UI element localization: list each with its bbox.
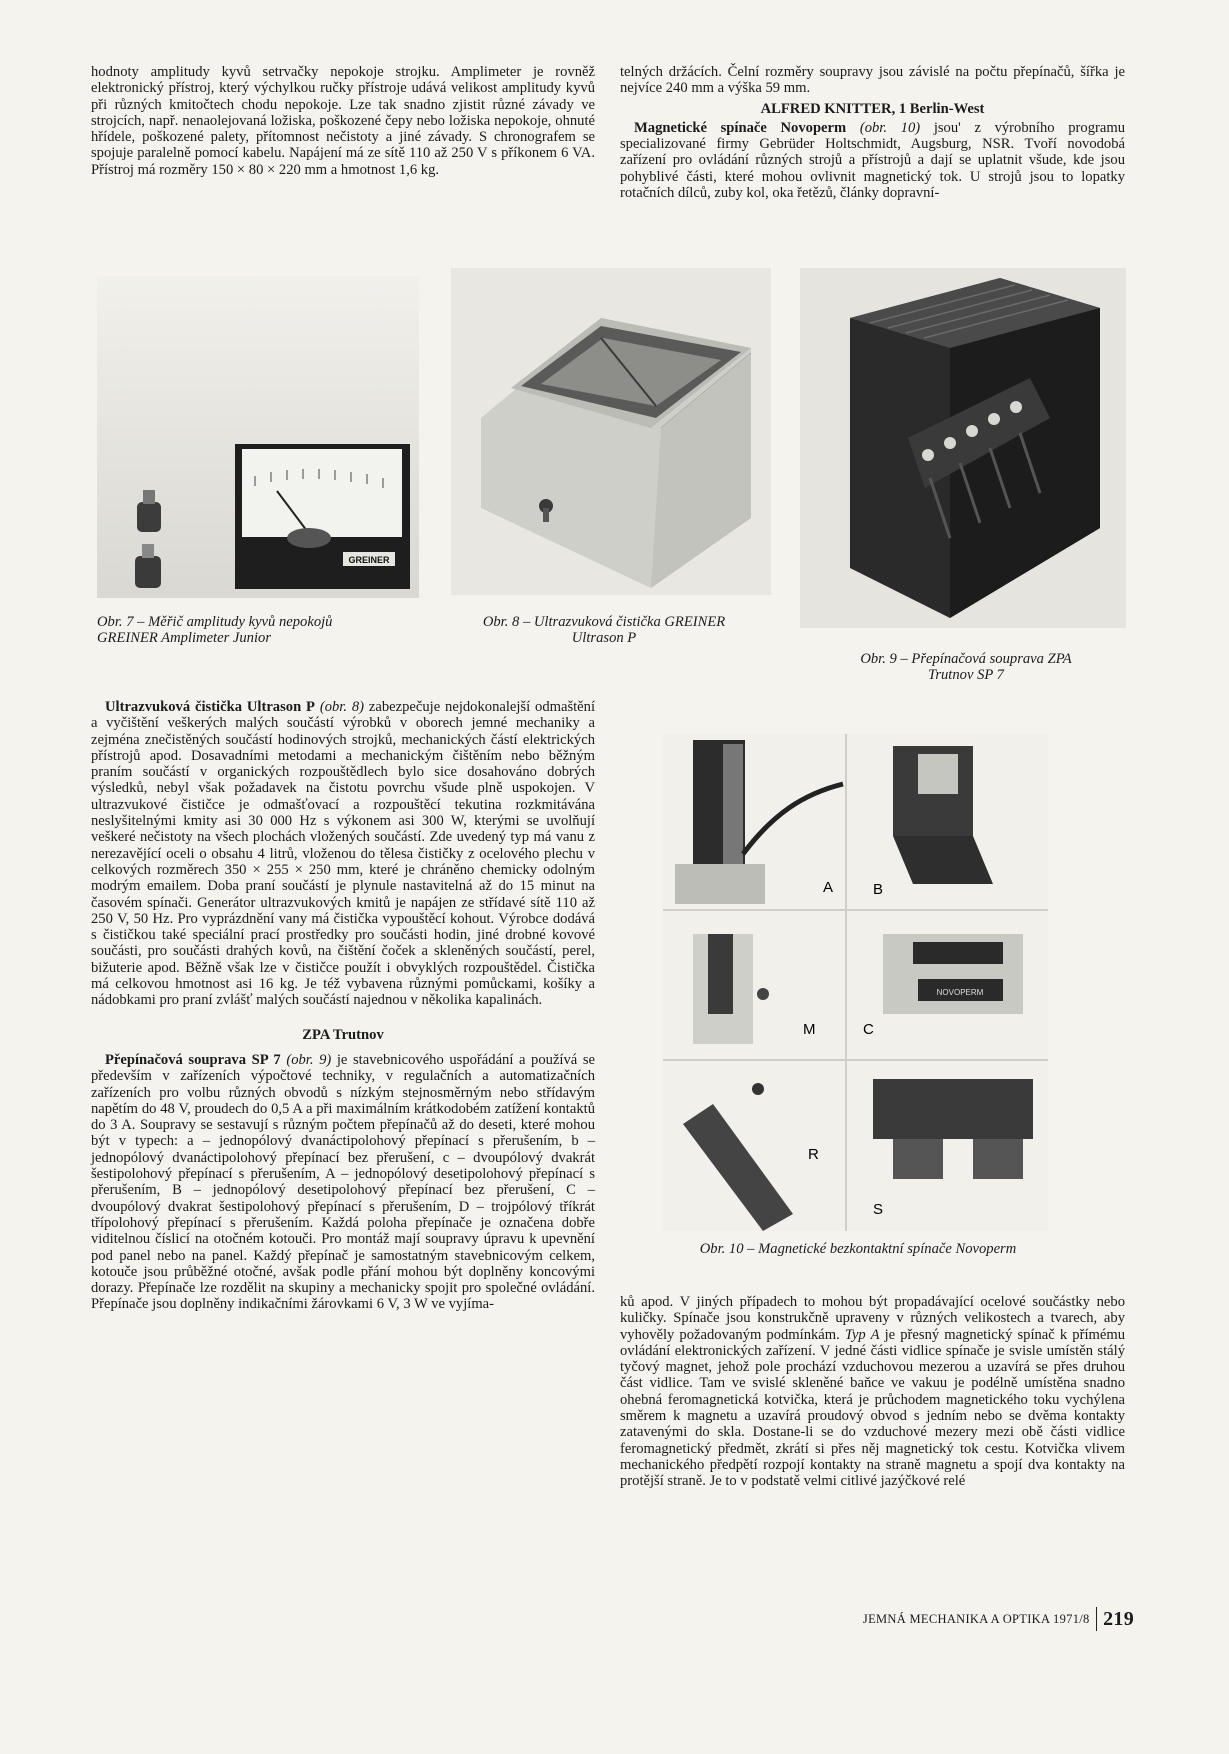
page-footer xyxy=(863,1607,1134,1631)
figure-ref-8: (obr. 8) xyxy=(319,699,365,715)
greiner-label: GREINER xyxy=(348,555,390,565)
footer-divider xyxy=(1096,1607,1098,1631)
ultrasonic-cleaner-illustration xyxy=(451,268,771,595)
ultrason-text: zabezpečuje nejdokonalejší odmaštění a vyčištění veškerých malých součástí výrobků v oborech jemné mechaniky a zejména znečistěných součástí hodinových strojků, mechanických částí elektrických přístrojů apod. Dosavadními metodami a mechanickým čištěním nebo běžným praním součástí v organických rozpouštědlech bylo sice dosahováno dobrých výsledků, nebyl však požadavek na čistotu povrchu všude plně uspokojen. V ultrazvukové čističce je odmašťovací a rozpouštěcí tekutina rozkmitávána neslyšitelnými kmity asi 30 000 Hz s výkonem asi 300 W, kterými se uvolňují veškeré nečistoty na všech plochách vložených součástí. Zde uvedený typ má vanu z nerezavějící oceli o obsahu 4 litrů, vloženou do tělesa čističky z ocelového plechu v celkových rozměrech 350 × 255 × 250 mm, které je chráněno chemicky odolným modrým emailem. Doba praní součástí je plynule nastavitelná až do 15 minut na časovém spínači. Generátor ultrazvukových kmitů je napájen ze střídavé sítě 110 až 250 V, 50 Hz. Pro vyprázdnění vany má čistička vypouštěcí kohout. Výrobce dodává s čističkou také speciální prací prostředky pro součásti hodin, jiné drobné kovové součásti, pro součásti drahých kovů, na čištění čoček a skleněných součástí, perel, bižuterie apod. Běžně však lze v čističce použít i obvyklých rozpouštědel. Čistička má celkovou hmotnost asi 16 kg. Je též vybavena různými pomůckami, košíky a nádobkami pro praní zvlášť malých součástí najednou v několika kapalinách. xyxy=(91,699,596,1009)
novoperm-title: Magnetické spínače Novoperm xyxy=(634,119,847,136)
figure-ref-9: (obr. 9) xyxy=(286,1051,332,1068)
figure-9-photo xyxy=(800,268,1126,628)
switch-s xyxy=(873,1079,1033,1139)
column-bottom-left xyxy=(91,699,595,1313)
section-heading-zpa: ZPA Trutnov xyxy=(302,1026,384,1043)
column-top-right xyxy=(620,64,1125,201)
caption-figure-10 xyxy=(648,1241,1068,1257)
section-heading-knitter: ALFRED KNITTER, 1 Berlin-West xyxy=(760,100,985,117)
caption-figure-7 xyxy=(97,614,332,646)
connector-bottom xyxy=(135,556,161,588)
page-number: 219 xyxy=(1103,1607,1134,1630)
connector-top xyxy=(137,502,161,532)
figure-10-photo xyxy=(663,734,1048,1231)
label-b: B xyxy=(873,881,884,898)
caption-7-line-1: Obr. 7 – Měřič amplitudy kyvů nepokojů xyxy=(97,614,333,630)
figure-7-photo xyxy=(97,276,419,598)
ultrason-title: Ultrazvuková čistička Ultrason P xyxy=(105,699,315,715)
caption-9-line-2: Trutnov SP 7 xyxy=(928,667,1004,683)
column-bottom-right xyxy=(620,1294,1125,1490)
label-a: A xyxy=(823,879,834,896)
label-c: C xyxy=(863,1021,874,1038)
paragraph-continuation: telných držácích. Čelní rozměry soupravy jsou závislé na počtu přepínačů, šířka je nejvíce 240 mm a výška 59 mm. xyxy=(620,64,1125,97)
caption-8-line-1: Obr. 8 – Ultrazvuková čistička GREINER xyxy=(482,614,726,630)
meter-dial xyxy=(242,449,402,537)
novoperm-stamp: NOVOPERM xyxy=(936,988,984,997)
sp7-text: je stavebnicového uspořádání a používá se především v zařízeních výpočtové techniky, v regulačních a automatizačních zařízeních pro volbu různých obvodů s nízkým stejnosměrným nebo střídavým napětím do 48 V, proudech do 0,5 A a při maximálním krátkodobém zatížení kontaktů do 3 A. Soupravy se sestavují s různým počtem přepínačů až do deseti, které mohou být v typech: a – jednopólový dvanáctipolohový přepínací s přerušením, b – jednopólový dvanáctipolohový přepínací bez přerušení, c – dvoupólový dvakrát šestipolohový přepínací s přerušením, A – jednopólový desetipolohový přepínací s přerušením, B – jednopólový desetipolohový přepínací bez přerušení, C – dvoupólový dvakrat šestipolohový přepínací s přerušením, D – trojpólový tříkrát třípolohový přepínací s přerušením. Každá poloha přepínače je označena dobře viditelnou číslicí na otočném kotouči. Pro montáž mají soupravy úpravu k upevnění pod panel nebo na panel. Každý přepínač je samostatným stavebnicovým celkem, kotouče jsou průběžné otočné, avšak podle přání mohou být doplněny koncovými dorazy. Přepínače lze rozdělit na skupiny a mechanicky spojit pro společné ovládání. Přepínače jsou doplněny indikačními žárovkami 6 V, 3 W ve vyjíma- xyxy=(91,1051,596,1313)
caption-figure-9 xyxy=(806,651,1126,683)
caption-7-line-2: GREINER Amplimeter Junior xyxy=(97,630,272,646)
novoperm-text: jsou' z výrobního programu specializované firmy Gebrüder Holtschmidt, Augsburg, NSR. Tvoří novodobá zařízení pro ovládání různých strojů a přístrojů a dají se uplatnit všude, kde jsou pohyblivé části, které mohou ovlivnit magnetický tok. U strojů jsou to lopatky rotačních dílců, zuby kol, oka řetězů, články dopravní- xyxy=(620,119,1125,202)
typ-a-term: Typ A xyxy=(844,1326,880,1343)
novoperm-illustration xyxy=(663,734,1048,1231)
paragraph-ultrason xyxy=(91,699,595,1009)
paragraph-sp7 xyxy=(91,1052,595,1313)
sp7-title: Přepínačová souprava SP 7 xyxy=(105,1051,281,1068)
label-m: M xyxy=(803,1021,816,1038)
caption-figure-8 xyxy=(436,614,772,646)
label-r: R xyxy=(808,1146,819,1163)
novoperm-cont-text-2: je přesný magnetický spínač k přímému ovládání elektronických zařízení. V jedné části vidlice spínače je svisle umístěn stálý tyčový magnet, jehož pole prochází vzduchovou mezerou a uzavírá se přes druhou část vidlice. Tam ve svislé skleněné baňce ve vakuu je podélně umístěna snadno ohebná feromagnetická kotvička, která je průchodem magnetického toku vychýlena směrem k magnetu a uzavírá proudový obvod s jedním nebo se dvěma kontakty zatavenými do skla. Dostane-li se do vzduchové mezery mezi obě části vidlice feromagnetický předmět, zkrátí si přes něj magnetický tok cestu. Kotvička vlivem mechanického předpětí rozpojí kontakty na straně magnetu a spojí dva kontakty na protější straně. Je to v podstatě velmi citlivé jazýčkové relé xyxy=(620,1326,1125,1490)
caption-8-line-2: Ultrason P xyxy=(571,630,637,646)
journal-name: JEMNÁ MECHANIKA A OPTIKA 1971/8 xyxy=(862,1611,1090,1626)
caption-10-text: Obr. 10 – Magnetické bezkontaktní spínače Novoperm xyxy=(699,1241,1017,1257)
paragraph-novoperm xyxy=(620,120,1125,201)
label-s: S xyxy=(873,1201,884,1218)
switch-set-illustration xyxy=(800,268,1126,628)
figure-8-photo xyxy=(451,268,771,595)
amplimeter-illustration xyxy=(97,276,419,598)
column-top-left xyxy=(91,64,595,178)
paragraph-novoperm-continued xyxy=(620,1294,1125,1490)
paragraph-amplimeter: hodnoty amplitudy kyvů setrvačky nepokoje strojku. Amplimeter je rovněž elektronický přístroj, který výchylkou ručky přístroje udává velikost amplitudy kyvů při různých kmitočtech chodu nepokoje. Lze tak snadno zjistit různé závady ve strojcích, např. nenaolejovaná ložiska, poškozené čepy nebo ložiska nepokoje, ohnuté hřídele, poškozené palety, přítomnost nečistoty a jiné závady. S chronografem se spojuje paralelně pomocí kabelu. Napájení má ze sítě 110 až 250 V s příkonem 6 VA. Přístroj má rozměry 150 × 80 × 220 mm a hmotnost 1,6 kg. xyxy=(91,64,595,178)
novoperm-cont-text-1: ků apod. V jiných případech to mohou být propadávající ocelové součástky nebo kuličky. Spínače jsou konstrukčně upraveny v různých velikostech a tvarech, aby vyhověly požadovaným podmínkám. xyxy=(620,1294,1125,1343)
figure-ref-10: (obr. 10) xyxy=(859,119,921,136)
caption-9-line-1: Obr. 9 – Přepínačová souprava ZPA xyxy=(860,651,1072,667)
